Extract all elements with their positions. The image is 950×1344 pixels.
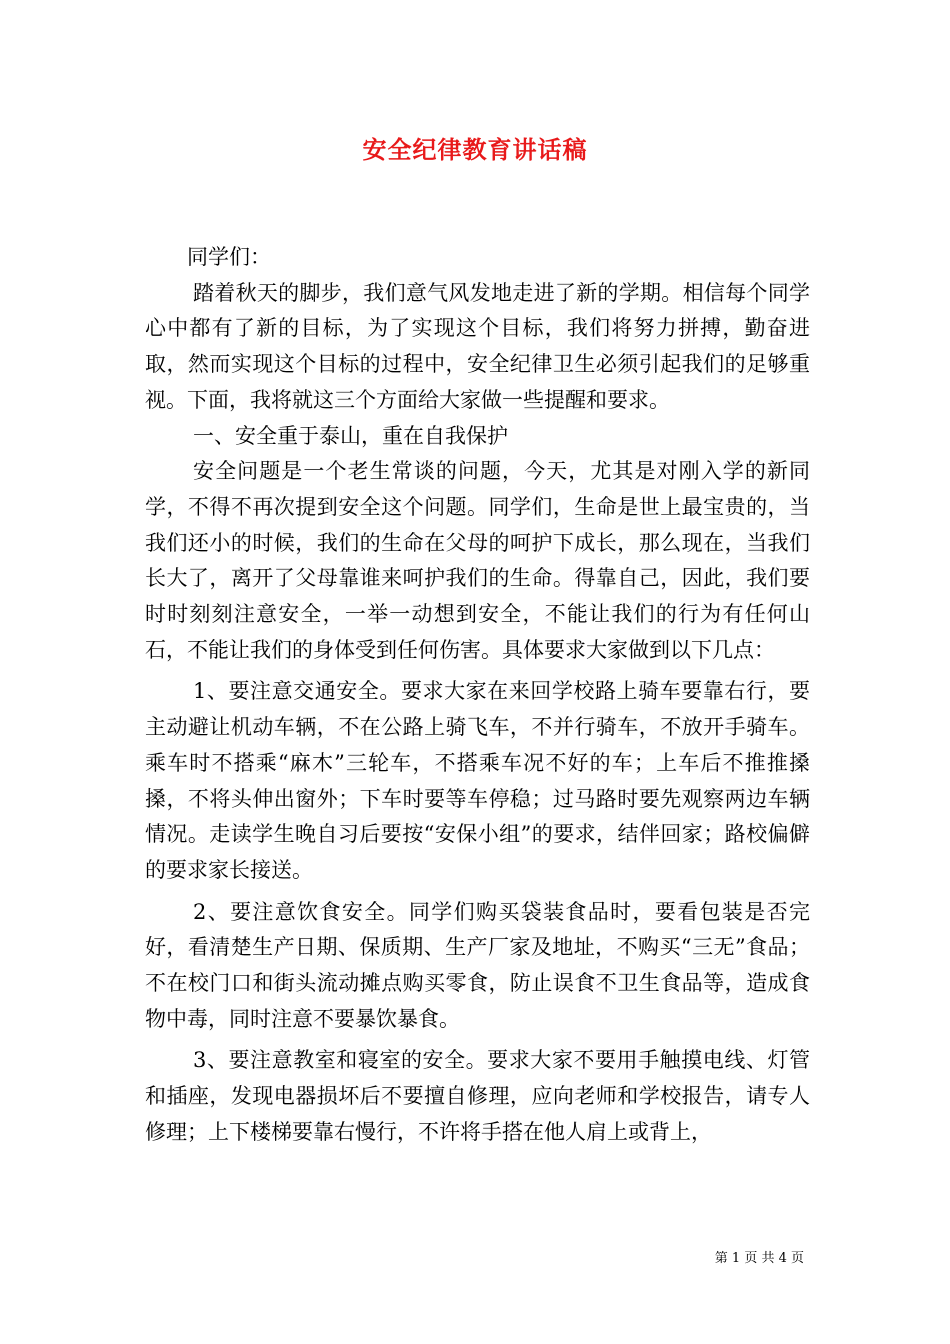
page-number: 第 1 页 共 4 页	[714, 1251, 804, 1266]
paragraph-food-safety: 2、要注意饮食安全。同学们购买袋装食品时，要看包装是否完好，看清楚生产日期、保质期、生产厂家及地址，不购买“三无”食品；不在校门口和街头流动摊点购买零食，防止误食不卫生食品等，造成食物中毒，同时注意不要暴饮暴食。	[145, 899, 810, 1031]
paragraph-safety: 安全问题是一个老生常谈的问题，今天，尤其是对刚入学的新同学，不得不再次提到安全这个问题。同学们，生命是世上最宝贵的，当我们还小的时候，我们的生命在父母的呵护下成长，那么现在，当我们长大了，离开了父母靠谁来呵护我们的生命。得靠自己，因此，我们要时时刻刻注意安全，一举一动想到安全，不能让我们的行为有任何山石，不能让我们的身体受到任何伤害。具体要求大家做到以下几点：	[145, 459, 810, 662]
paragraph-traffic-safety: 1、要注意交通安全。要求大家在来回学校路上骑车要靠右行，要主动避让机动车辆，不在公路上骑飞车，不并行骑车，不放开手骑车。乘车时不搭乘“麻木”三轮车，不搭乘车况不好的车；上车后不推推搡搡，不将头伸出窗外；下车时要等车停稳；过马路时要先观察两边车辆情况。走读学生晚自习后要按“安保小组”的要求，结伴回家；路校偏僻的要求家长接送。	[145, 679, 810, 882]
paragraph-classroom-safety: 3、要注意教室和寝室的安全。要求大家不要用手触摸电线、灯管和插座，发现电器损坏后不要擅自修理，应向老师和学校报告，请专人修理；上下楼梯要靠右慢行，不许将手搭在他人肩上或背上，	[145, 1048, 810, 1144]
document-title: 安全纪律教育讲话稿	[362, 135, 588, 164]
document-body	[145, 240, 810, 1151]
paragraph-intro: 踏着秋天的脚步，我们意气风发地走进了新的学期。相信每个同学心中都有了新的目标，为了实现这个目标，我们将努力拼搏，勤奋进取，然而实现这个目标的过程中，安全纪律卫生必须引起我们的足够重视。下面，我将就这三个方面给大家做一些提醒和要求。	[145, 280, 810, 412]
section-heading-safety: 一、安全重于泰山，重在自我保护	[193, 423, 508, 448]
salutation: 同学们：	[187, 245, 271, 269]
